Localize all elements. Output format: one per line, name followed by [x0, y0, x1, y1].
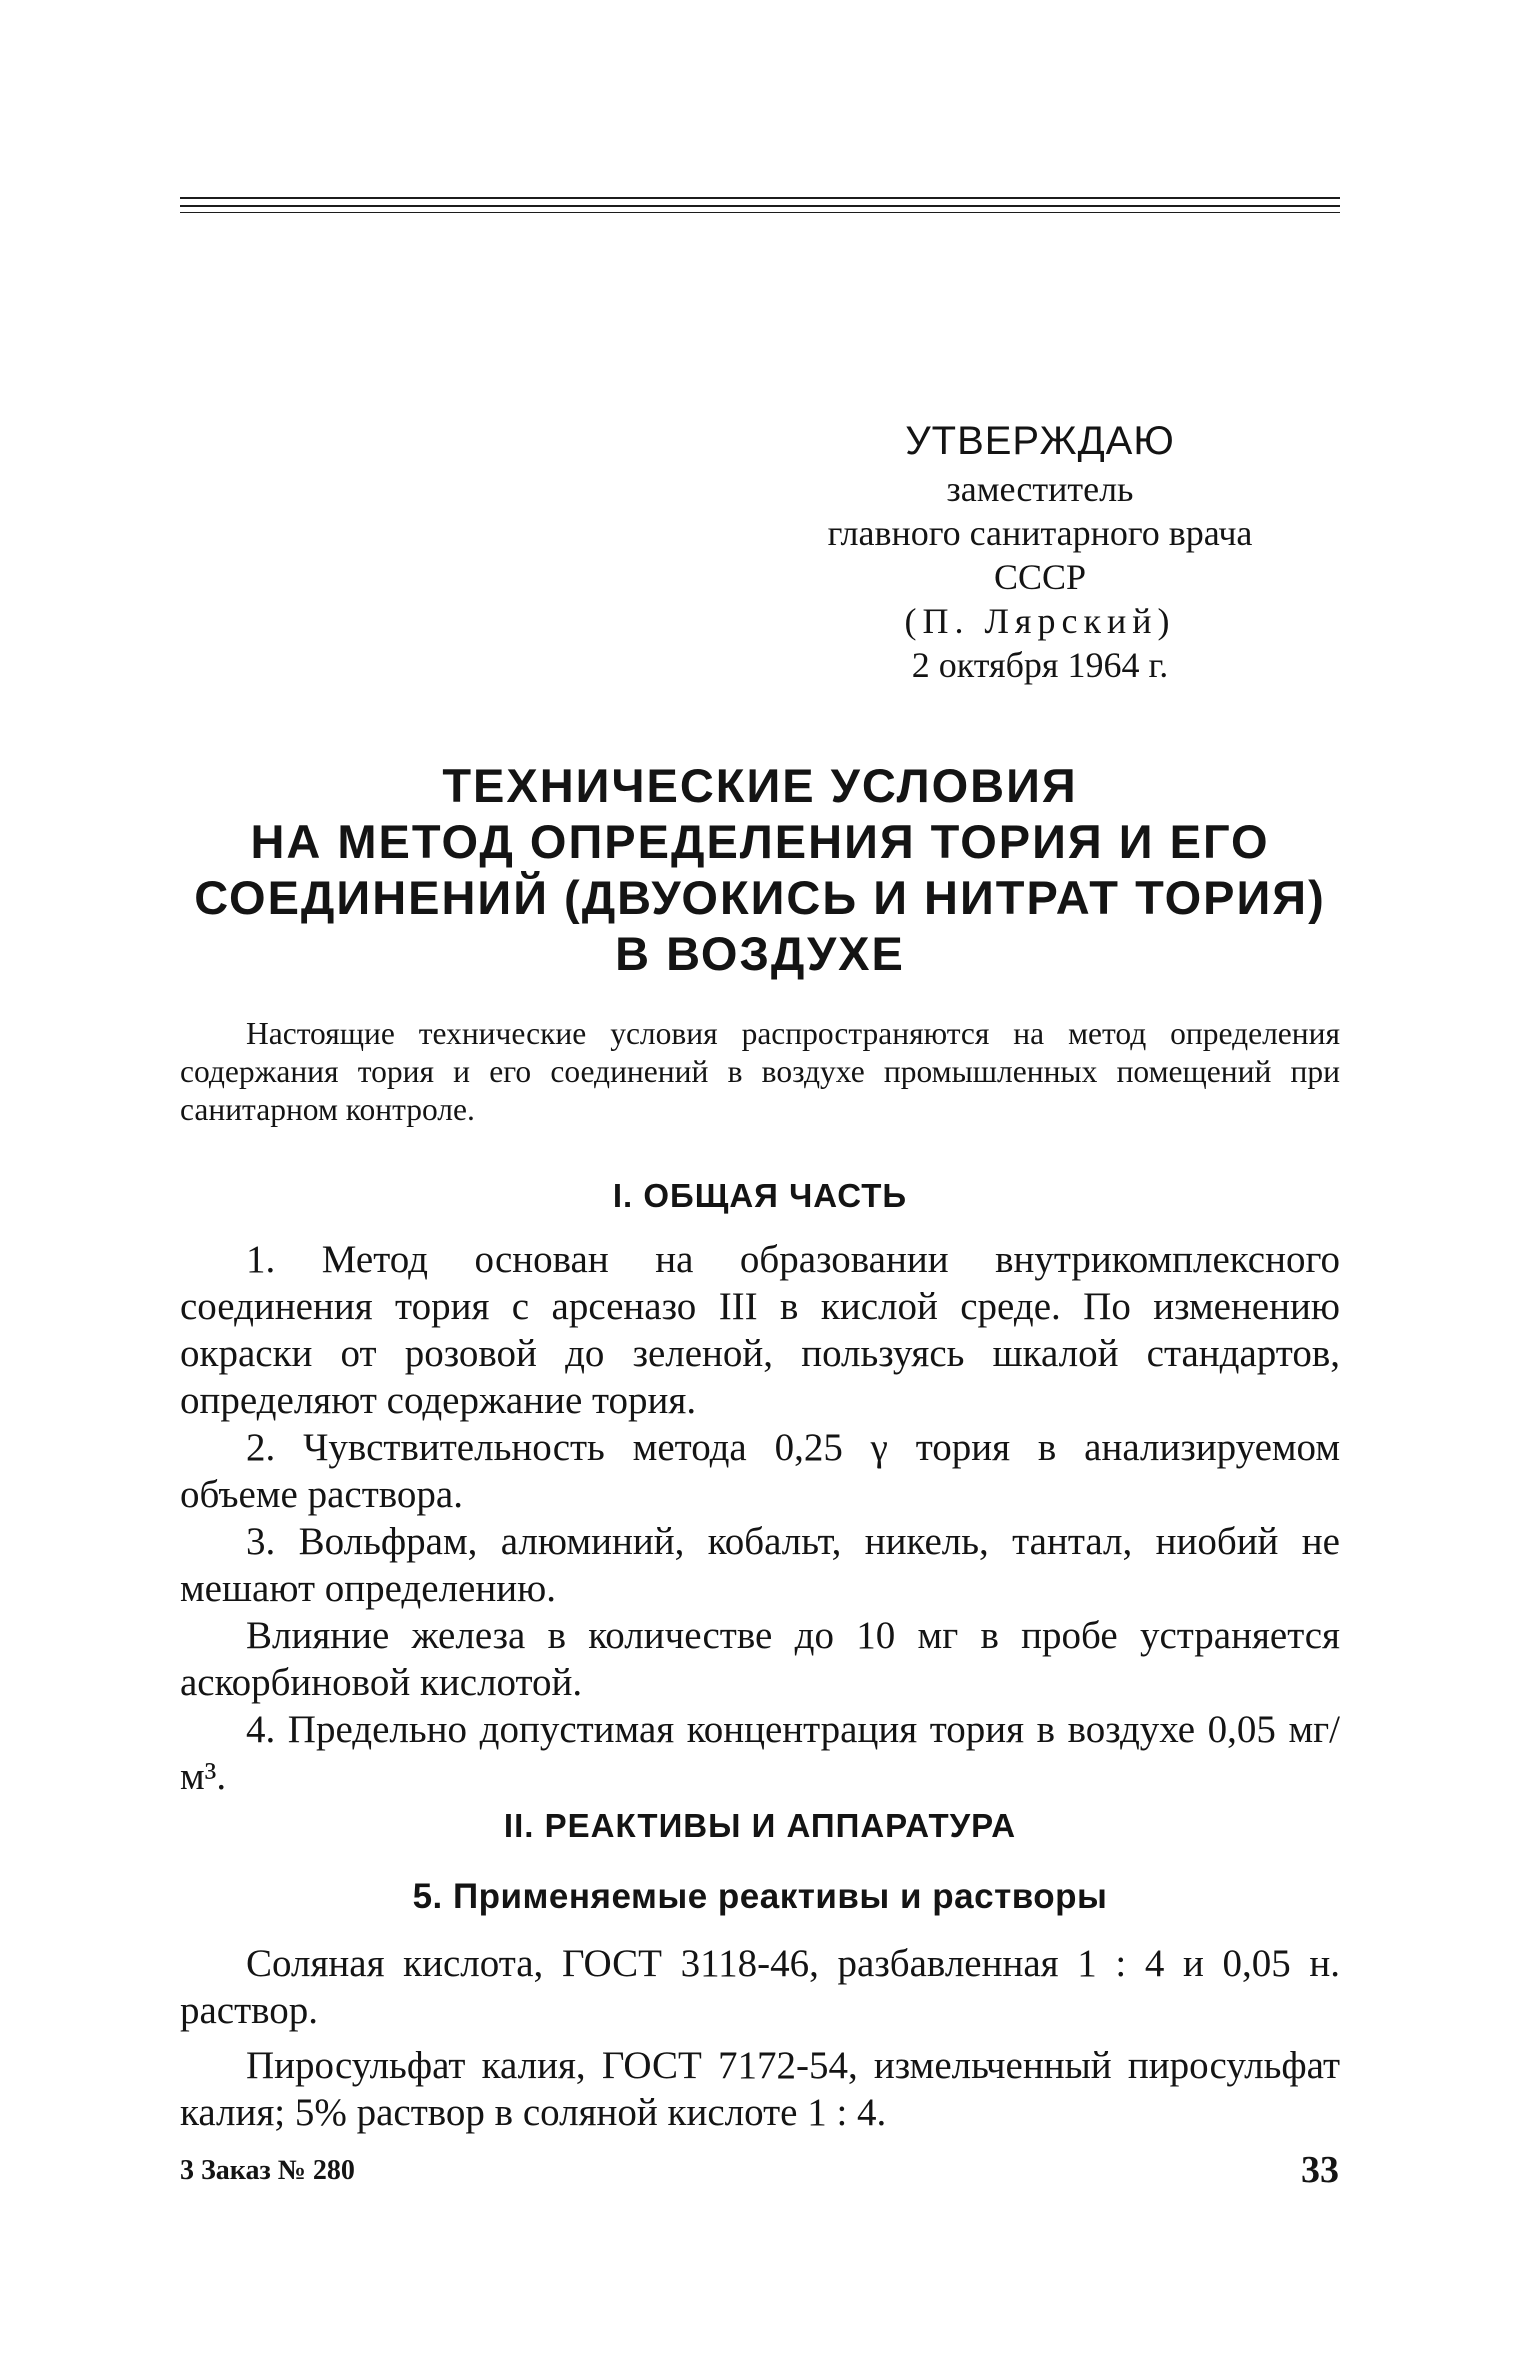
section-heading-reagents: II. РЕАКТИВЫ И АППАРАТУРА [503, 1807, 1017, 1844]
section-heading-general: I. ОБЩАЯ ЧАСТЬ [612, 1177, 908, 1214]
approval-date: 2 октября 1964 г. [911, 645, 1169, 685]
intro-text: Настоящие технические условия распространяются на метод определения содержания тория и его соединений в воздухе промышленных помещений при санитарном контроле. [180, 1016, 1340, 1127]
approval-line: главного санитарного врача [827, 513, 1253, 553]
approval-signatory: (П. Лярский) [904, 601, 1176, 641]
paragraph: Влияние железа в количестве до 10 мг в пробе устраняется аскорбиновой кислотой. [180, 1614, 1340, 1704]
approval-block [760, 415, 1320, 687]
title-line: ТЕХНИЧЕСКИЕ УСЛОВИЯ [442, 759, 1078, 812]
top-rule [180, 212, 1340, 213]
page-number: 33 [1301, 2149, 1339, 2191]
document-title [180, 758, 1340, 982]
print-order-note: 3 Заказ № 280 [180, 2155, 355, 2186]
section-reagents-body [180, 1940, 1340, 2144]
paragraph: 4. Предельно допустимая концентрация тория в воздухе 0,05 мг/м³. [180, 1708, 1340, 1798]
paragraph: 2. Чувствительность метода 0,25 γ тория в анализируемом объеме раствора. [180, 1426, 1340, 1516]
approval-line: СССР [993, 557, 1087, 597]
intro-paragraph [180, 1015, 1340, 1129]
section-general-body [180, 1236, 1340, 1800]
title-line: СОЕДИНЕНИЙ (ДВУОКИСЬ И НИТРАТ ТОРИЯ) [194, 871, 1326, 924]
approval-line: заместитель [946, 469, 1134, 509]
paragraph: 3. Вольфрам, алюминий, кобальт, никель, тантал, ниобий не мешают определению. [180, 1520, 1340, 1610]
paragraph: 1. Метод основан на образовании внутрикомплексного соединения тория с арсеназо III в кислой среде. По изменению окраски от розовой до зеленой, пользуясь шкалой стандартов, определяют содержание тория. [180, 1238, 1340, 1422]
paragraph: Соляная кислота, ГОСТ 3118-46, разбавленная 1 : 4 и 0,05 н. раствор. [180, 1942, 1340, 2032]
title-line: В ВОЗДУХЕ [615, 927, 905, 980]
top-rule [180, 205, 1340, 207]
top-rule [180, 197, 1340, 199]
title-line: НА МЕТОД ОПРЕДЕЛЕНИЯ ТОРИЯ И ЕГО [250, 815, 1270, 868]
subsection-heading: 5. Применяемые реактивы и растворы [412, 1877, 1108, 1916]
paragraph: Пиросульфат калия, ГОСТ 7172-54, измельченный пиросульфат калия; 5% раствор в соляной кислоте 1 : 4. [180, 2044, 1340, 2134]
approval-heading: УТВЕРЖДАЮ [905, 419, 1175, 463]
